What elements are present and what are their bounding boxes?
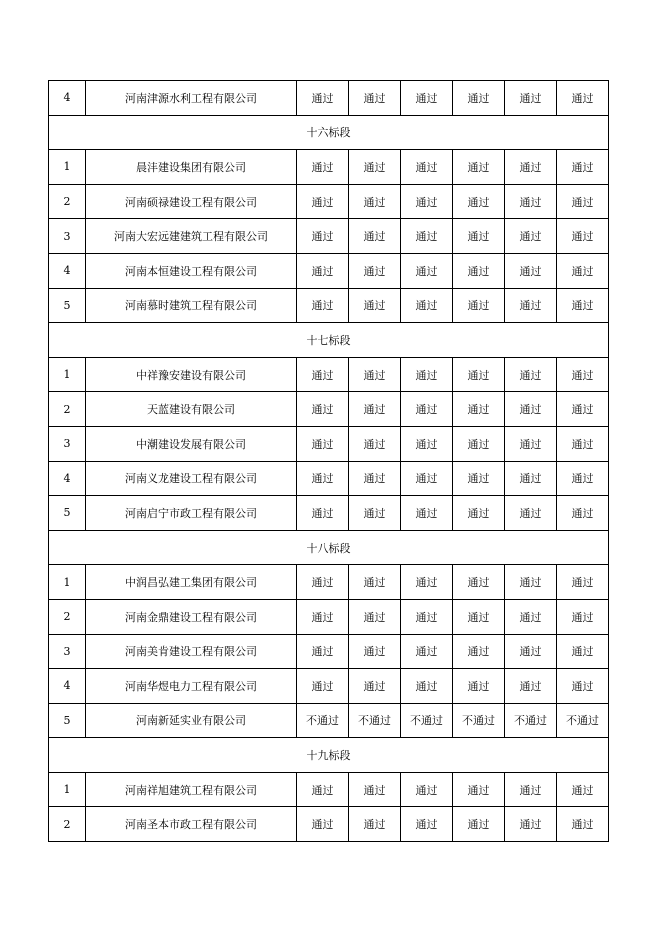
section-label: 十八标段 bbox=[49, 530, 609, 565]
review-result-cell: 通过 bbox=[349, 288, 401, 323]
review-result-cell: 通过 bbox=[349, 392, 401, 427]
review-result-cell: 通过 bbox=[557, 150, 609, 185]
review-result-cell: 通过 bbox=[505, 461, 557, 496]
table-row bbox=[49, 772, 609, 807]
review-result-cell: 通过 bbox=[349, 150, 401, 185]
review-result-cell: 通过 bbox=[297, 461, 349, 496]
review-result-cell: 通过 bbox=[557, 357, 609, 392]
review-result-cell: 通过 bbox=[505, 81, 557, 116]
section-header-row bbox=[49, 738, 609, 773]
review-result-cell: 通过 bbox=[349, 496, 401, 531]
review-result-cell: 通过 bbox=[349, 81, 401, 116]
review-result-cell: 通过 bbox=[401, 392, 453, 427]
company-name: 晨沣建设集团有限公司 bbox=[86, 150, 297, 185]
table-row bbox=[49, 219, 609, 254]
review-result-cell: 通过 bbox=[505, 253, 557, 288]
company-name: 河南慕时建筑工程有限公司 bbox=[86, 288, 297, 323]
row-index: 2 bbox=[49, 807, 86, 842]
company-name: 河南义龙建设工程有限公司 bbox=[86, 461, 297, 496]
review-result-cell: 通过 bbox=[557, 807, 609, 842]
review-result-cell: 通过 bbox=[401, 772, 453, 807]
review-result-cell: 通过 bbox=[453, 219, 505, 254]
review-result-cell: 通过 bbox=[505, 565, 557, 600]
table-row bbox=[49, 461, 609, 496]
row-index: 2 bbox=[49, 392, 86, 427]
section-header-row bbox=[49, 115, 609, 150]
company-name: 中祥豫安建设有限公司 bbox=[86, 357, 297, 392]
review-result-cell: 通过 bbox=[453, 288, 505, 323]
table-row bbox=[49, 150, 609, 185]
row-index: 5 bbox=[49, 496, 86, 531]
review-result-cell: 不通过 bbox=[349, 703, 401, 738]
review-result-cell: 通过 bbox=[297, 288, 349, 323]
company-name: 河南新延实业有限公司 bbox=[86, 703, 297, 738]
review-result-cell: 通过 bbox=[349, 565, 401, 600]
table-row bbox=[49, 496, 609, 531]
review-result-cell: 通过 bbox=[401, 807, 453, 842]
row-index: 1 bbox=[49, 772, 86, 807]
review-result-cell: 通过 bbox=[453, 392, 505, 427]
review-result-cell: 通过 bbox=[349, 219, 401, 254]
table-row bbox=[49, 357, 609, 392]
section-header-row bbox=[49, 323, 609, 358]
review-result-cell: 通过 bbox=[505, 288, 557, 323]
review-result-cell: 通过 bbox=[401, 634, 453, 669]
review-result-cell: 通过 bbox=[401, 288, 453, 323]
row-index: 3 bbox=[49, 426, 86, 461]
section-header-row bbox=[49, 530, 609, 565]
review-result-cell: 通过 bbox=[505, 599, 557, 634]
review-result-cell: 通过 bbox=[401, 81, 453, 116]
review-result-cell: 通过 bbox=[453, 461, 505, 496]
review-result-cell: 通过 bbox=[453, 669, 505, 704]
row-index: 4 bbox=[49, 669, 86, 704]
review-result-cell: 通过 bbox=[349, 253, 401, 288]
row-index: 4 bbox=[49, 253, 86, 288]
review-result-cell: 通过 bbox=[401, 150, 453, 185]
table-row bbox=[49, 81, 609, 116]
review-result-cell: 通过 bbox=[505, 184, 557, 219]
review-result-cell: 通过 bbox=[453, 634, 505, 669]
review-result-cell: 通过 bbox=[557, 599, 609, 634]
table-row bbox=[49, 703, 609, 738]
review-result-cell: 通过 bbox=[401, 669, 453, 704]
table-row bbox=[49, 184, 609, 219]
table-row bbox=[49, 426, 609, 461]
row-index: 5 bbox=[49, 703, 86, 738]
review-result-cell: 通过 bbox=[349, 669, 401, 704]
table-row bbox=[49, 599, 609, 634]
row-index: 1 bbox=[49, 150, 86, 185]
review-result-cell: 通过 bbox=[453, 599, 505, 634]
review-result-cell: 通过 bbox=[505, 669, 557, 704]
review-result-cell: 通过 bbox=[453, 496, 505, 531]
review-result-cell: 通过 bbox=[557, 461, 609, 496]
company-name: 河南华煜电力工程有限公司 bbox=[86, 669, 297, 704]
review-result-cell: 通过 bbox=[453, 772, 505, 807]
review-result-cell: 不通过 bbox=[453, 703, 505, 738]
section-label: 十七标段 bbox=[49, 323, 609, 358]
table-row bbox=[49, 253, 609, 288]
review-results-table bbox=[48, 80, 609, 842]
review-result-cell: 通过 bbox=[505, 219, 557, 254]
review-result-cell: 通过 bbox=[505, 634, 557, 669]
review-result-cell: 通过 bbox=[297, 253, 349, 288]
company-name: 河南启宁市政工程有限公司 bbox=[86, 496, 297, 531]
review-result-cell: 通过 bbox=[349, 772, 401, 807]
review-result-cell: 通过 bbox=[505, 772, 557, 807]
review-result-cell: 通过 bbox=[453, 807, 505, 842]
row-index: 1 bbox=[49, 357, 86, 392]
company-name: 河南圣本市政工程有限公司 bbox=[86, 807, 297, 842]
review-result-cell: 通过 bbox=[349, 357, 401, 392]
company-name: 河南美肯建设工程有限公司 bbox=[86, 634, 297, 669]
review-result-cell: 不通过 bbox=[505, 703, 557, 738]
table-row bbox=[49, 634, 609, 669]
review-result-cell: 通过 bbox=[297, 634, 349, 669]
row-index: 4 bbox=[49, 461, 86, 496]
review-result-cell: 通过 bbox=[401, 496, 453, 531]
review-result-cell: 通过 bbox=[349, 634, 401, 669]
review-result-cell: 通过 bbox=[557, 81, 609, 116]
review-result-cell: 通过 bbox=[505, 392, 557, 427]
review-result-cell: 通过 bbox=[297, 219, 349, 254]
review-result-cell: 通过 bbox=[401, 357, 453, 392]
review-result-cell: 通过 bbox=[401, 426, 453, 461]
table-row bbox=[49, 565, 609, 600]
review-result-cell: 通过 bbox=[297, 426, 349, 461]
row-index: 3 bbox=[49, 634, 86, 669]
review-result-cell: 通过 bbox=[297, 496, 349, 531]
review-result-cell: 通过 bbox=[401, 253, 453, 288]
review-result-cell: 不通过 bbox=[401, 703, 453, 738]
review-result-cell: 通过 bbox=[401, 599, 453, 634]
review-result-cell: 通过 bbox=[557, 565, 609, 600]
review-result-cell: 通过 bbox=[505, 357, 557, 392]
review-result-cell: 通过 bbox=[297, 392, 349, 427]
company-name: 河南金鼎建设工程有限公司 bbox=[86, 599, 297, 634]
review-result-cell: 通过 bbox=[453, 357, 505, 392]
review-result-cell: 不通过 bbox=[297, 703, 349, 738]
table-row bbox=[49, 807, 609, 842]
review-result-cell: 通过 bbox=[557, 184, 609, 219]
review-result-cell: 通过 bbox=[505, 150, 557, 185]
company-name: 河南津源水利工程有限公司 bbox=[86, 81, 297, 116]
section-label: 十九标段 bbox=[49, 738, 609, 773]
review-result-cell: 通过 bbox=[297, 357, 349, 392]
review-result-cell: 通过 bbox=[557, 496, 609, 531]
review-result-cell: 通过 bbox=[557, 669, 609, 704]
review-result-cell: 通过 bbox=[453, 150, 505, 185]
review-result-cell: 通过 bbox=[297, 599, 349, 634]
section-label: 十六标段 bbox=[49, 115, 609, 150]
company-name: 中潮建设发展有限公司 bbox=[86, 426, 297, 461]
review-result-cell: 通过 bbox=[297, 565, 349, 600]
review-result-cell: 通过 bbox=[401, 184, 453, 219]
review-result-cell: 通过 bbox=[453, 253, 505, 288]
company-name: 中润昌弘建工集团有限公司 bbox=[86, 565, 297, 600]
review-result-cell: 通过 bbox=[453, 426, 505, 461]
review-result-cell: 通过 bbox=[557, 634, 609, 669]
review-result-cell: 通过 bbox=[557, 426, 609, 461]
table-row bbox=[49, 288, 609, 323]
review-result-cell: 通过 bbox=[505, 426, 557, 461]
review-result-cell: 通过 bbox=[401, 565, 453, 600]
table-row bbox=[49, 669, 609, 704]
table-row bbox=[49, 392, 609, 427]
row-index: 4 bbox=[49, 81, 86, 116]
review-result-cell: 通过 bbox=[557, 288, 609, 323]
review-result-cell: 通过 bbox=[297, 807, 349, 842]
company-name: 河南大宏远建建筑工程有限公司 bbox=[86, 219, 297, 254]
row-index: 2 bbox=[49, 184, 86, 219]
table-body bbox=[49, 81, 609, 842]
row-index: 5 bbox=[49, 288, 86, 323]
company-name: 河南硕禄建设工程有限公司 bbox=[86, 184, 297, 219]
review-result-cell: 通过 bbox=[297, 81, 349, 116]
review-result-cell: 通过 bbox=[453, 565, 505, 600]
row-index: 2 bbox=[49, 599, 86, 634]
review-result-cell: 通过 bbox=[297, 669, 349, 704]
review-result-cell: 通过 bbox=[349, 426, 401, 461]
review-result-cell: 通过 bbox=[349, 461, 401, 496]
company-name: 河南本恒建设工程有限公司 bbox=[86, 253, 297, 288]
review-result-cell: 不通过 bbox=[557, 703, 609, 738]
company-name: 天蓝建设有限公司 bbox=[86, 392, 297, 427]
row-index: 3 bbox=[49, 219, 86, 254]
review-result-cell: 通过 bbox=[349, 184, 401, 219]
review-result-cell: 通过 bbox=[557, 392, 609, 427]
review-result-cell: 通过 bbox=[505, 496, 557, 531]
review-result-cell: 通过 bbox=[453, 81, 505, 116]
review-result-cell: 通过 bbox=[401, 219, 453, 254]
review-result-cell: 通过 bbox=[557, 772, 609, 807]
review-result-cell: 通过 bbox=[297, 772, 349, 807]
company-name: 河南祥旭建筑工程有限公司 bbox=[86, 772, 297, 807]
review-result-cell: 通过 bbox=[453, 184, 505, 219]
review-result-cell: 通过 bbox=[349, 599, 401, 634]
review-result-cell: 通过 bbox=[557, 219, 609, 254]
review-result-cell: 通过 bbox=[297, 184, 349, 219]
review-result-cell: 通过 bbox=[557, 253, 609, 288]
review-result-cell: 通过 bbox=[401, 461, 453, 496]
review-result-cell: 通过 bbox=[297, 150, 349, 185]
review-result-cell: 通过 bbox=[505, 807, 557, 842]
row-index: 1 bbox=[49, 565, 86, 600]
review-result-cell: 通过 bbox=[349, 807, 401, 842]
